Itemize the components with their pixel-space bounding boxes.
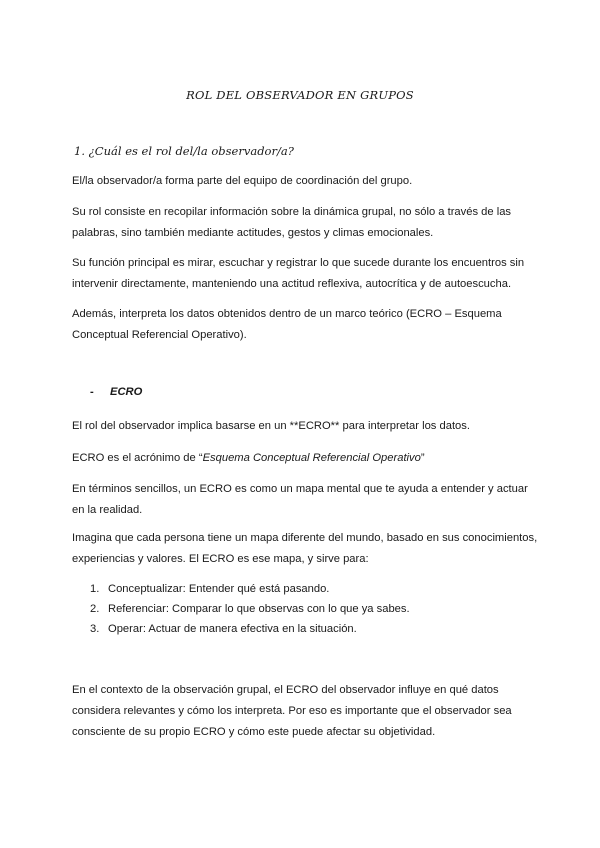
ecro-bullet-heading: [90, 386, 142, 398]
ecro-heading-text: ECRO: [110, 386, 143, 398]
list-item-text: Operar: Actuar de manera efectiva en la situación.: [108, 623, 357, 635]
ecro-p2-suffix: ”: [420, 452, 425, 464]
list-item-text: Referenciar: Comparar lo que observas con lo que ya sabes.: [108, 603, 410, 615]
list-item: [90, 579, 410, 599]
ecro-paragraph-5: En el contexto de la observación grupal, el ECRO del observador influye en qué datos considera relevantes y cómo los interpreta. Por eso es importante que el observador sea consciente de su propio ECRO y cómo este puede afectar su objetividad.: [72, 684, 512, 738]
list-item: [90, 619, 410, 639]
ecro-p2-italic: Esquema Conceptual Referencial Operativo: [202, 452, 421, 464]
ecro-ordered-list: [90, 579, 410, 639]
list-item-number: 2.: [90, 603, 100, 615]
ecro-paragraph-2: [72, 448, 542, 469]
paragraph-3: Su función principal es mirar, escuchar y registrar lo que sucede durante los encuentros sin intervenir directamente, manteniendo una actitud reflexiva, autocrítica y de autoescucha.: [72, 257, 525, 290]
ecro-paragraph-4: Imagina que cada persona tiene un mapa diferente del mundo, basado en sus conocimientos, experiencias y valores. El ECRO es ese mapa, y sirve para:: [72, 532, 538, 565]
list-item-text: Conceptualizar: Entender qué está pasando.: [108, 583, 330, 595]
list-item: [90, 599, 410, 619]
paragraph-2: Su rol consiste en recopilar información sobre la dinámica grupal, no sólo a través de las palabras, sino también mediante actitudes, gestos y climas emocionales.: [72, 206, 512, 239]
list-item-number: 3.: [90, 623, 100, 635]
document-title: ROL DEL OBSERVADOR EN GRUPOS: [186, 88, 414, 102]
ecro-paragraph-1: El rol del observador implica basarse en un **ECRO** para interpretar los datos.: [72, 420, 470, 432]
section-heading: 1. ¿Cuál es el rol del/la observador/a?: [74, 144, 294, 158]
paragraph-1: El/la observador/a forma parte del equipo de coordinación del grupo.: [72, 175, 413, 187]
bullet-dash: -: [90, 386, 94, 398]
paragraph-4: Además, interpreta los datos obtenidos dentro de un marco teórico (ECRO – Esquema Conceptual Referencial Operativo).: [72, 308, 502, 341]
ecro-paragraph-3: En términos sencillos, un ECRO es como un mapa mental que te ayuda a entender y actuar en la realidad.: [72, 483, 528, 516]
ecro-p2-prefix: ECRO es el acrónimo de “: [72, 452, 203, 464]
list-item-number: 1.: [90, 583, 100, 595]
